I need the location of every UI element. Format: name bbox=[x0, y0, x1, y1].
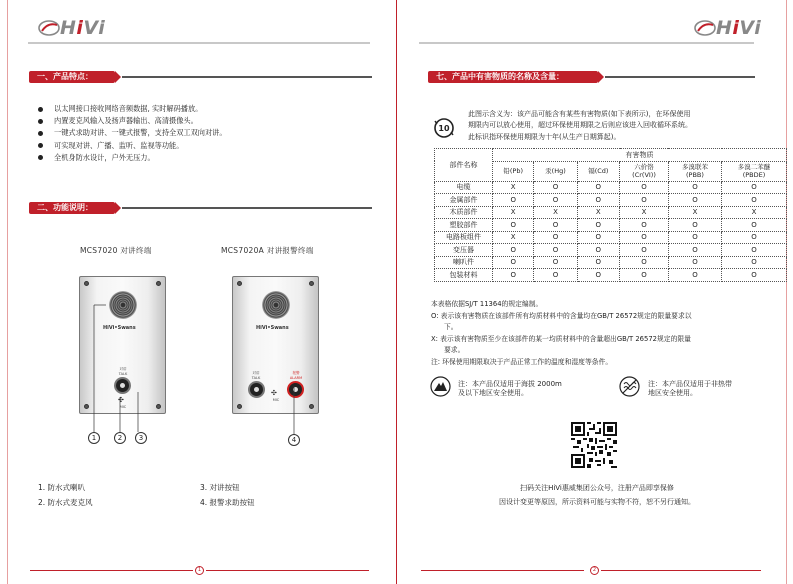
note-line: X: 表示该有害物质至少在该部件的某一均质材料中的含量超出GB/T 26572规定的限量 bbox=[431, 334, 691, 343]
table-row bbox=[435, 219, 787, 232]
recycle-badge-number: 10 bbox=[438, 124, 450, 133]
hazard-value-cell: O bbox=[668, 181, 721, 194]
part-name-cell: 包装材料 bbox=[435, 269, 493, 282]
hazard-value-cell: X bbox=[722, 206, 787, 219]
logo-wordmark: HiVi bbox=[60, 17, 106, 39]
hazard-value-cell: O bbox=[534, 269, 577, 282]
hivi-swoosh-icon bbox=[694, 20, 716, 36]
column-header: 汞(Hg) bbox=[534, 161, 577, 181]
hazard-value-cell: X bbox=[620, 206, 669, 219]
hazard-value-cell: O bbox=[668, 219, 721, 232]
footer-disclaimer: 因设计变更等原因，所示资料可能与实物不符，恕不另行通知。 bbox=[499, 498, 695, 506]
feature-item: 一键式求助对讲、一键式报警，支持全双工双向对讲。 bbox=[38, 127, 227, 139]
hazard-value-cell: O bbox=[493, 269, 534, 282]
device-brand: HiVi•Swans bbox=[256, 325, 289, 331]
column-header: 多溴联苯 (PBB) bbox=[668, 161, 721, 181]
hazard-value-cell: X bbox=[534, 206, 577, 219]
table-row bbox=[435, 231, 787, 244]
header-rule bbox=[419, 42, 754, 44]
hazard-value-cell: O bbox=[534, 219, 577, 232]
note-line: 下。 bbox=[444, 323, 458, 332]
hazard-value-cell: O bbox=[722, 219, 787, 232]
hazard-value-cell: O bbox=[722, 181, 787, 194]
hazard-notes bbox=[431, 299, 786, 369]
note-line: 本表格依据SJ/T 11364的规定编制。 bbox=[431, 300, 543, 308]
hazard-value-cell: X bbox=[668, 206, 721, 219]
footer-rule bbox=[421, 570, 584, 571]
device-brand: HiVi•Swans bbox=[103, 325, 136, 331]
talk-label: 对讲 TALK bbox=[251, 371, 261, 380]
hazard-value-cell: O bbox=[620, 194, 669, 207]
hazard-value-cell: O bbox=[620, 219, 669, 232]
hazard-value-cell: O bbox=[493, 194, 534, 207]
column-header: 镉(Cd) bbox=[577, 161, 620, 181]
column-header: 多溴二苯醚 (PBDE) bbox=[722, 161, 787, 181]
hazard-value-cell: X bbox=[493, 231, 534, 244]
right-page bbox=[397, 0, 793, 584]
table-row bbox=[435, 244, 787, 257]
part-item: 4. 报警求助按钮 bbox=[200, 498, 255, 507]
footer-qr-text: 扫码关注HiVi惠威集团公众号，注册产品即享保修 bbox=[520, 484, 674, 492]
device2-caption: MCS7020A 对讲报警终端 bbox=[221, 246, 314, 255]
feature-item: 全机身防水设计，户外无压力。 bbox=[38, 152, 227, 164]
hazard-value-cell: O bbox=[668, 231, 721, 244]
hazard-value-cell: O bbox=[620, 231, 669, 244]
footer-rule bbox=[30, 570, 193, 571]
feature-item: 可实现对讲、广播、监听、监视等功能。 bbox=[38, 140, 227, 152]
left-page bbox=[0, 0, 396, 584]
note-line: O: 表示该有害物质在该部件所有均质材料中的含量均在GB/T 26572规定的限量要求以 bbox=[431, 311, 692, 320]
table-row bbox=[435, 194, 787, 207]
tropical-note-line: 注：本产品仅适用于非热带 bbox=[648, 380, 732, 388]
hazard-value-cell: O bbox=[493, 244, 534, 257]
mic-label: MIC bbox=[272, 398, 280, 402]
callout-3: 3 bbox=[135, 432, 147, 444]
tropical-note bbox=[648, 380, 732, 398]
hazard-value-cell: O bbox=[493, 256, 534, 269]
device1-caption: MCS7020 对讲终端 bbox=[80, 246, 152, 255]
altitude-note bbox=[458, 380, 562, 398]
part-item: 1. 防水式喇叭 bbox=[38, 483, 86, 492]
callout-2: 2 bbox=[114, 432, 126, 444]
callout-4: 4 bbox=[288, 434, 300, 446]
table-row bbox=[435, 256, 787, 269]
part-name-cell: 电路板组件 bbox=[435, 231, 493, 244]
part-name-cell: 木质部件 bbox=[435, 206, 493, 219]
parts-list-left bbox=[38, 480, 93, 510]
hazard-value-cell: O bbox=[722, 231, 787, 244]
intro-line: 此标识指环保使用期限为十年(从生产日期算起)。 bbox=[468, 132, 621, 141]
part-name-cell: 变压器 bbox=[435, 244, 493, 257]
hazard-value-cell: O bbox=[534, 256, 577, 269]
mic-icon: ✣ bbox=[271, 389, 277, 397]
hazard-value-cell: O bbox=[577, 194, 620, 207]
page-number: 2 bbox=[590, 566, 599, 575]
column-header: 六价铬 (Cr(VI)) bbox=[620, 161, 669, 181]
altitude-warning-icon bbox=[430, 376, 451, 397]
table-row bbox=[435, 181, 787, 194]
hazard-value-cell: O bbox=[668, 244, 721, 257]
hazard-value-cell: O bbox=[620, 256, 669, 269]
callout-1: 1 bbox=[88, 432, 100, 444]
tropical-note-line: 地区安全使用。 bbox=[648, 389, 697, 397]
footer-rule bbox=[601, 570, 761, 571]
hazard-value-cell: O bbox=[722, 194, 787, 207]
hazard-value-cell: O bbox=[620, 244, 669, 257]
page-number: 1 bbox=[195, 566, 204, 575]
altitude-note-line: 注：本产品仅适用于海拔 2000m bbox=[458, 380, 562, 388]
hazard-value-cell: O bbox=[534, 181, 577, 194]
part-name-header: 部件名称 bbox=[435, 149, 493, 182]
talk-label: 对讲 TALK bbox=[118, 367, 128, 376]
note-line: 要求。 bbox=[444, 346, 465, 355]
hazard-intro bbox=[468, 109, 768, 143]
parts-list-right bbox=[200, 480, 255, 510]
feature-item: 内置麦克风输入及扬声器输出、高清摄像头。 bbox=[38, 115, 227, 127]
section-title-features: 一、产品特点： bbox=[29, 71, 115, 83]
hazard-group-header: 有害物质 bbox=[493, 149, 787, 162]
part-item: 3. 对讲按钮 bbox=[200, 483, 240, 492]
hazard-value-cell: O bbox=[577, 181, 620, 194]
part-name-cell: 喇叭件 bbox=[435, 256, 493, 269]
column-header: 铅(Pb) bbox=[493, 161, 534, 181]
hazard-value-cell: O bbox=[722, 256, 787, 269]
altitude-note-line: 及以下地区安全使用。 bbox=[458, 389, 528, 397]
hazard-value-cell: O bbox=[620, 181, 669, 194]
hazard-value-cell: X bbox=[577, 206, 620, 219]
section-title-functions: 二、功能说明： bbox=[29, 202, 115, 214]
hazard-value-cell: X bbox=[493, 181, 534, 194]
table-row bbox=[435, 269, 787, 282]
hazard-value-cell: O bbox=[668, 269, 721, 282]
hazard-value-cell: O bbox=[577, 219, 620, 232]
section-rule bbox=[605, 76, 755, 78]
footer-rule bbox=[206, 570, 369, 571]
intro-line: 期限内可以放心使用，超过环保使用期限之后则应该进入回收循环系统。 bbox=[468, 121, 692, 130]
non-tropical-icon bbox=[619, 376, 640, 397]
feature-item: 以太网接口接收网络音频数据, 实时解码播放。 bbox=[38, 103, 227, 115]
hazard-table-body bbox=[435, 181, 787, 281]
hazard-value-cell: O bbox=[534, 194, 577, 207]
hazard-value-cell: O bbox=[722, 269, 787, 282]
section-title-hazardous: 七、产品中有害物质的名称及含量： bbox=[428, 71, 598, 83]
hazard-value-cell: O bbox=[577, 256, 620, 269]
recycle-period-icon bbox=[434, 118, 454, 138]
hazard-value-cell: O bbox=[534, 231, 577, 244]
hivi-logo bbox=[694, 17, 761, 39]
part-name-cell: 电缆 bbox=[435, 181, 493, 194]
hazard-value-cell: O bbox=[534, 244, 577, 257]
hazard-value-cell: O bbox=[722, 244, 787, 257]
hazard-value-cell: O bbox=[668, 194, 721, 207]
note-line: 注: 环保使用期限取决于产品正常工作的温度和湿度等条件。 bbox=[431, 357, 613, 366]
hazard-value-cell: O bbox=[577, 244, 620, 257]
hazard-value-cell: O bbox=[668, 256, 721, 269]
hazard-value-cell: X bbox=[493, 206, 534, 219]
part-name-cell: 金属部件 bbox=[435, 194, 493, 207]
hazard-value-cell: O bbox=[577, 269, 620, 282]
hazard-value-cell: O bbox=[577, 231, 620, 244]
logo-wordmark: HiVi bbox=[716, 17, 762, 39]
part-name-cell: 塑胶部件 bbox=[435, 219, 493, 232]
alarm-label: 报警 ALARM bbox=[289, 371, 303, 380]
hazard-value-cell: O bbox=[620, 269, 669, 282]
hazard-table bbox=[434, 148, 787, 282]
qr-code-icon bbox=[571, 422, 617, 468]
mic-label: MIC bbox=[119, 405, 127, 409]
table-row bbox=[435, 206, 787, 219]
intro-line: 此图示含义为：该产品可能含有某些有害物质(如下表所示)，在环保使用 bbox=[468, 110, 691, 118]
hazard-value-cell: O bbox=[493, 219, 534, 232]
part-item: 2. 防水式麦克风 bbox=[38, 498, 93, 507]
mic-icon: ✣ bbox=[118, 396, 124, 404]
